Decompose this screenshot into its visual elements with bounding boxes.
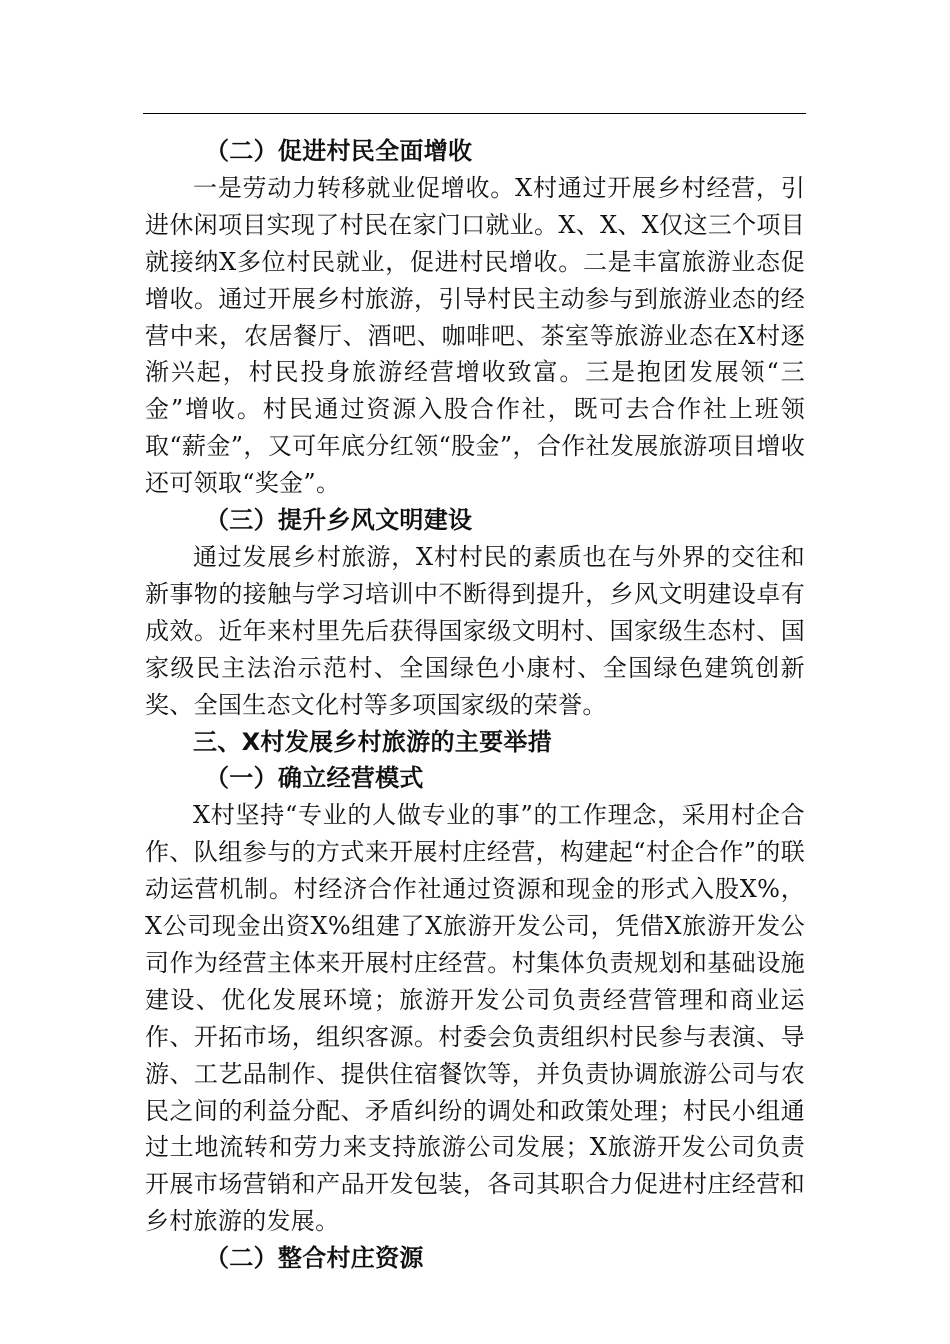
- subheading-business-model: （一）确立经营模式: [205, 763, 424, 793]
- subheading-promote-income: （二）促进村民全面增收: [205, 136, 473, 165]
- section-heading-measures: 三、X村发展乡村旅游的主要举措: [193, 727, 553, 756]
- paragraph-civilization: 通过发展乡村旅游，X村村民的素质也在与外界的交往和新事物的接触与学习培训中不断得到提升，乡风文明建设卓有成效。近年来村里先后获得国家级文明村、国家级生态村、国家级民主法治示范村、全国绿色小康村、全国绿色建筑创新奖、全国生态文化村等多项国家级的荣誉。: [145, 542, 805, 719]
- paragraph-business-model: X村坚持“专业的人做专业的事”的工作理念，采用村企合作、队组参与的方式来开展村庄经营，构建起“村企合作”的联动运营机制。村经济合作社通过资源和现金的形式入股X%，X公司现金出资X%组建了X旅游开发公司，凭借X旅游开发公司作为经营主体来开展村庄经营。村集体负责规划和基础设施建设、优化发展环境；旅游开发公司负责经营管理和商业运作、开拓市场，组织客源。村委会负责组织村民参与表演、导游、工艺品制作、提供住宿餐饮等，并负责协调旅游公司与农民之间的利益分配、矛盾纠纷的调处和政策处理；村民小组通过土地流转和劳力来支持旅游公司发展；X旅游开发公司负责开展市场营销和产品开发包装，各司其职合力促进村庄经营和乡村旅游的发展。: [145, 801, 805, 1236]
- subheading-civilization: （三）提升乡风文明建设: [205, 505, 473, 535]
- subheading-integrate-resources: （二）整合村庄资源: [205, 1243, 424, 1273]
- paragraph-income: 一是劳动力转移就业促增收。X村通过开展乡村经营，引进休闲项目实现了村民在家门口就业。X、X、X仅这三个项目就接纳X多位村民就业，促进村民增收。二是丰富旅游业态促增收。通过开展乡村旅游，引导村民主动参与到旅游业态的经营中来，农居餐厅、酒吧、咖啡吧、茶室等旅游业态在X村逐渐兴起，村民投身旅游经营增收致富。三是抱团发展领“三金”增收。村民通过资源入股合作社，既可去合作社上班领取“薪金”，又可年底分红领“股金”，合作社发展旅游项目增收还可领取“奖金”。: [145, 173, 805, 498]
- header-rule: [143, 113, 806, 114]
- document-body: [145, 133, 805, 1277]
